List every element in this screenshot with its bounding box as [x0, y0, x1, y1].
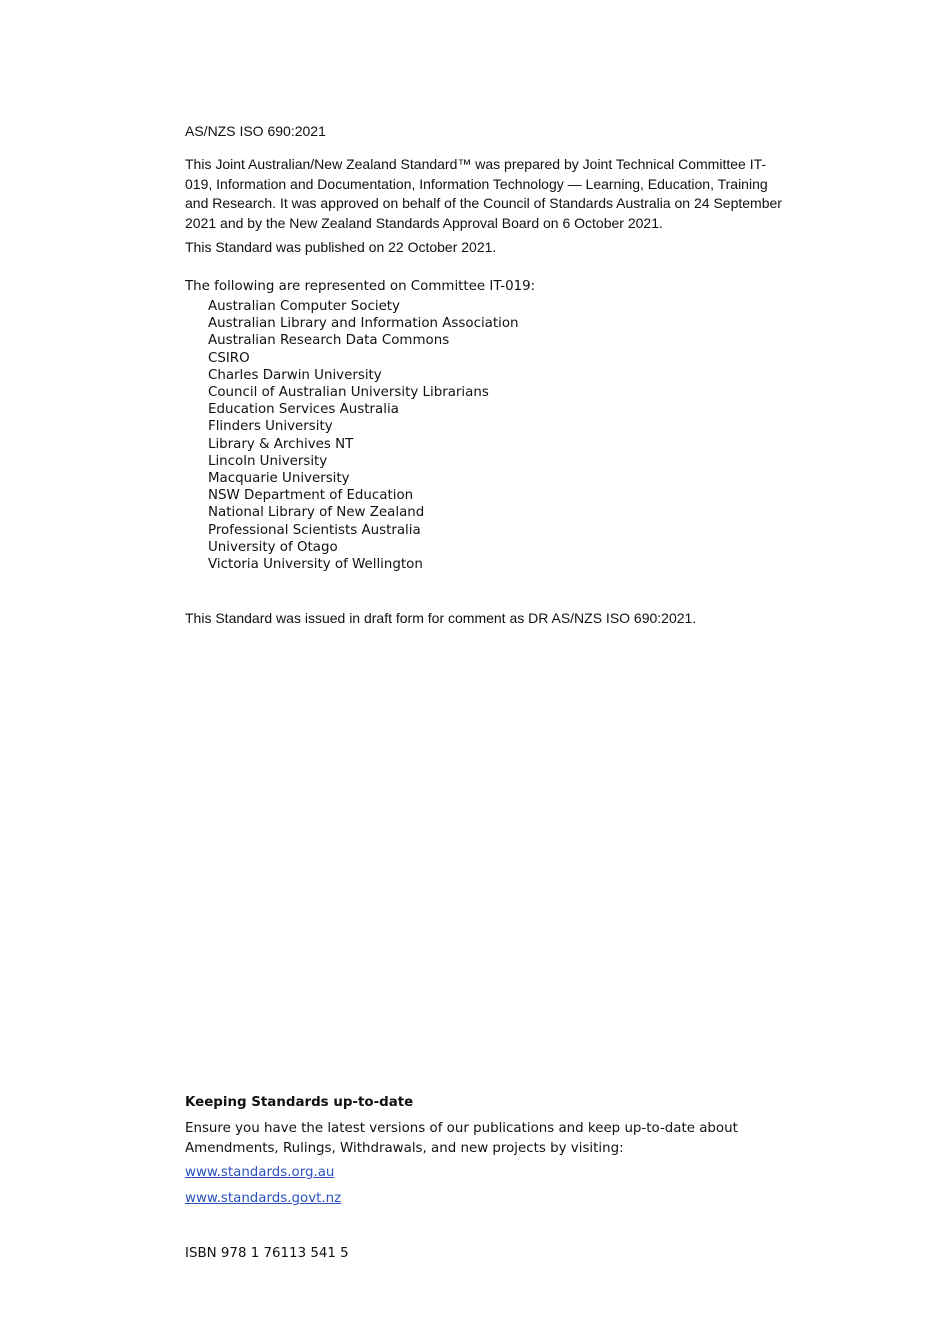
committee-intro: The following are represented on Committee IT-019: — [185, 279, 536, 294]
committee-member: Lincoln University — [208, 453, 328, 469]
committee-member: Flinders University — [208, 419, 333, 435]
standards-australia-link[interactable]: www.standards.org.au — [185, 1165, 335, 1180]
isbn: ISBN 978 1 76113 541 5 — [185, 1246, 349, 1261]
committee-member: Charles Darwin University — [208, 367, 382, 383]
committee-member: Australian Research Data Commons — [208, 333, 450, 349]
committee-member: Professional Scientists Australia — [208, 522, 421, 538]
committee-member: NSW Department of Education — [208, 488, 414, 504]
committee-member: National Library of New Zealand — [208, 505, 425, 521]
committee-member-list — [208, 298, 519, 573]
standards-nz-link[interactable]: www.standards.govt.nz — [185, 1191, 342, 1206]
keeping-standards-body: Ensure you have the latest versions of our publications and keep up-to-date about Amendments, Rulings, Withdrawals, and new projects by visiting: — [185, 1121, 738, 1156]
committee-member: Library & Archives NT — [208, 436, 354, 452]
committee-member: University of Otago — [208, 539, 338, 555]
committee-member: CSIRO — [208, 350, 250, 366]
keeping-standards-heading: Keeping Standards up-to-date — [185, 1095, 414, 1110]
committee-member: Education Services Australia — [208, 402, 399, 418]
draft-note: This Standard was issued in draft form for comment as DR AS/NZS ISO 690:2021. — [185, 610, 697, 626]
committee-member: Australian Computer Society — [208, 299, 400, 314]
committee-member: Victoria University of Wellington — [208, 557, 423, 573]
committee-member: Australian Library and Information Association — [208, 316, 519, 332]
committee-member: Council of Australian University Librarians — [208, 385, 489, 401]
preparation-paragraph: This Joint Australian/New Zealand Standard™ was prepared by Joint Technical Committee IT-019, Information and Documentation, Information Technology — Learning, Education, Training and Research. It was approved on behalf of the Council of Standards Australia on 24 September 2021 and by the New Zealand Standards Approval Board on 6 October 2021. — [185, 156, 782, 231]
published-statement: This Standard was published on 22 October 2021. — [185, 239, 497, 255]
committee-member: Macquarie University — [208, 471, 350, 487]
standard-designation: AS/NZS ISO 690:2021 — [185, 123, 326, 139]
